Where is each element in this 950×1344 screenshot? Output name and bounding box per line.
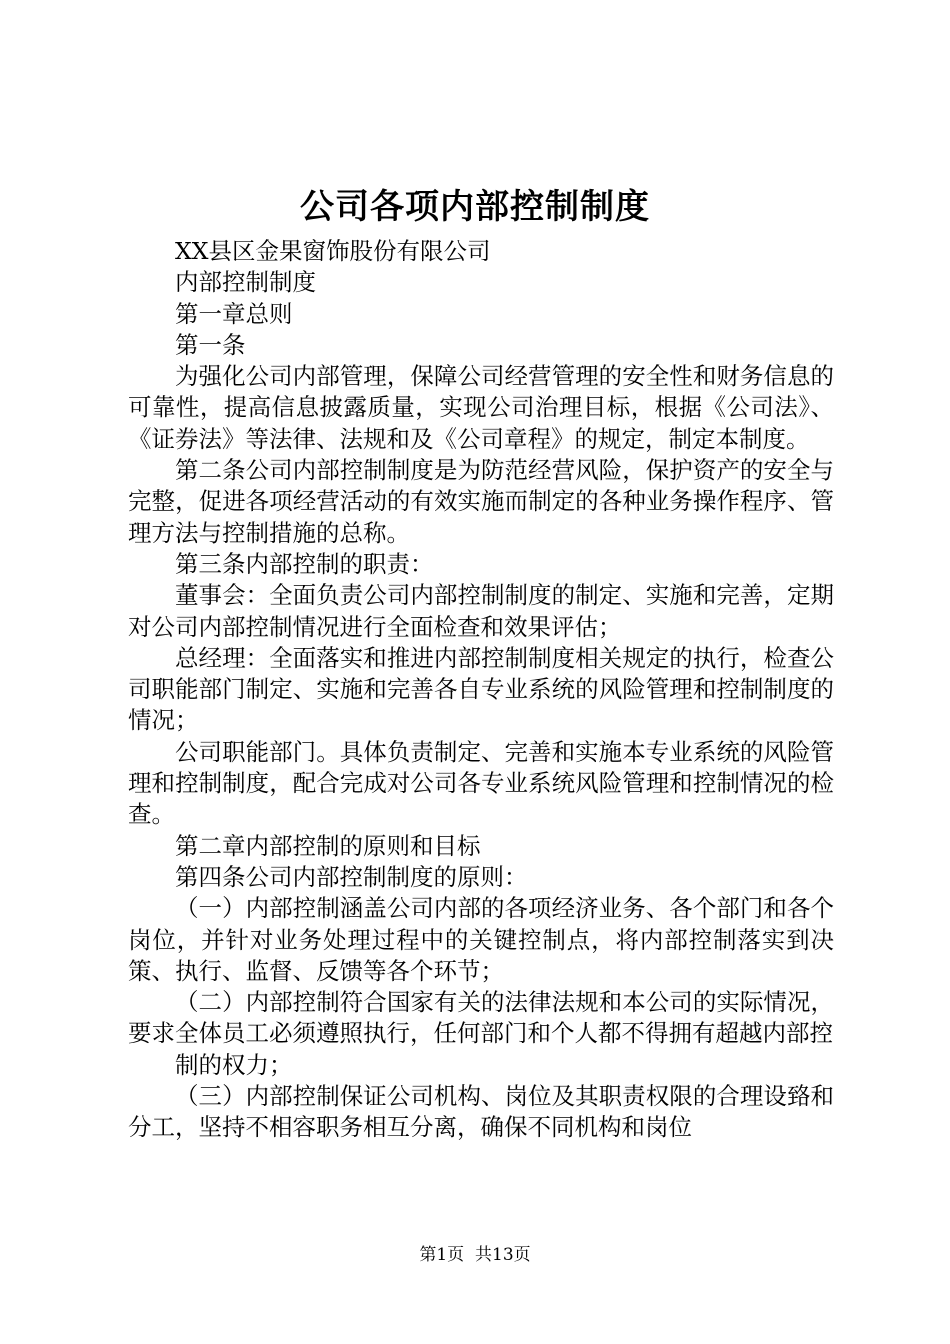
footer-gap: [464, 1245, 475, 1265]
company-name: XX县区金果窗饰股份有限公司: [175, 237, 491, 265]
paragraph: （一）内部控制涵盖公司内部的各项经济业务、各个部门和各个岗位，并针对业务处理过程中的关键控制点，将内部控制落实到决策、执行、监督、反馈等各个环节；: [128, 894, 834, 985]
paragraph: 为强化公司内部管理，保障公司经营管理的安全性和财务信息的可靠性，提高信息披露质量，实现公司治理目标，根据《公司法》、《证券法》等法律、法规和及《公司章程》的规定，制定本制度。: [128, 362, 834, 453]
paragraph: 董事会：全面负责公司内部控制制度的制定、实施和完善，定期对公司内部控制情况进行全面检查和效果评估；: [128, 581, 834, 641]
paragraph: 总经理：全面落实和推进内部控制制度相关规定的执行，检查公司职能部门制定、实施和完善各自专业系统的风险管理和控制制度的情况；: [128, 643, 834, 735]
paragraph: 第二条公司内部控制制度是为防范经营风险，保护资产的安全与完整，促进各项经营活动的有效实施而制定的各种业务操作程序、管理方法与控制措施的总称。: [128, 456, 834, 547]
chapter-heading: 第二章内部控制的原则和目标: [175, 831, 481, 860]
article-heading: 第一条: [175, 330, 246, 359]
page-footer: [0, 1243, 950, 1267]
chapter-heading: 第一章总则: [175, 299, 293, 328]
paragraph: （三）内部控制保证公司机构、岗位及其职责权限的合理设臵和分工，坚持不相容职务相互分离，确保不同机构和岗位: [128, 1082, 834, 1142]
document-title: 公司各项内部控制制度: [300, 187, 650, 227]
paragraph: 第三条内部控制的职责：: [175, 549, 434, 578]
page-number: 第1页: [419, 1245, 465, 1265]
paragraph: 制的权力；: [175, 1050, 293, 1079]
paragraph: 第四条公司内部控制制度的原则：: [175, 862, 528, 891]
page-total: 共13页: [475, 1245, 531, 1265]
system-name: 内部控制制度: [175, 268, 316, 297]
document-body: [128, 236, 834, 1144]
paragraph: （二）内部控制符合国家有关的法律法规和本公司的实际情况，要求全体员工必须遵照执行，任何部门和个人都不得拥有超越内部控: [128, 988, 834, 1048]
paragraph: 公司职能部门。具体负责制定、完善和实施本专业系统的风险管理和控制制度，配合完成对公司各专业系统风险管理和控制情况的检查。: [128, 737, 834, 829]
